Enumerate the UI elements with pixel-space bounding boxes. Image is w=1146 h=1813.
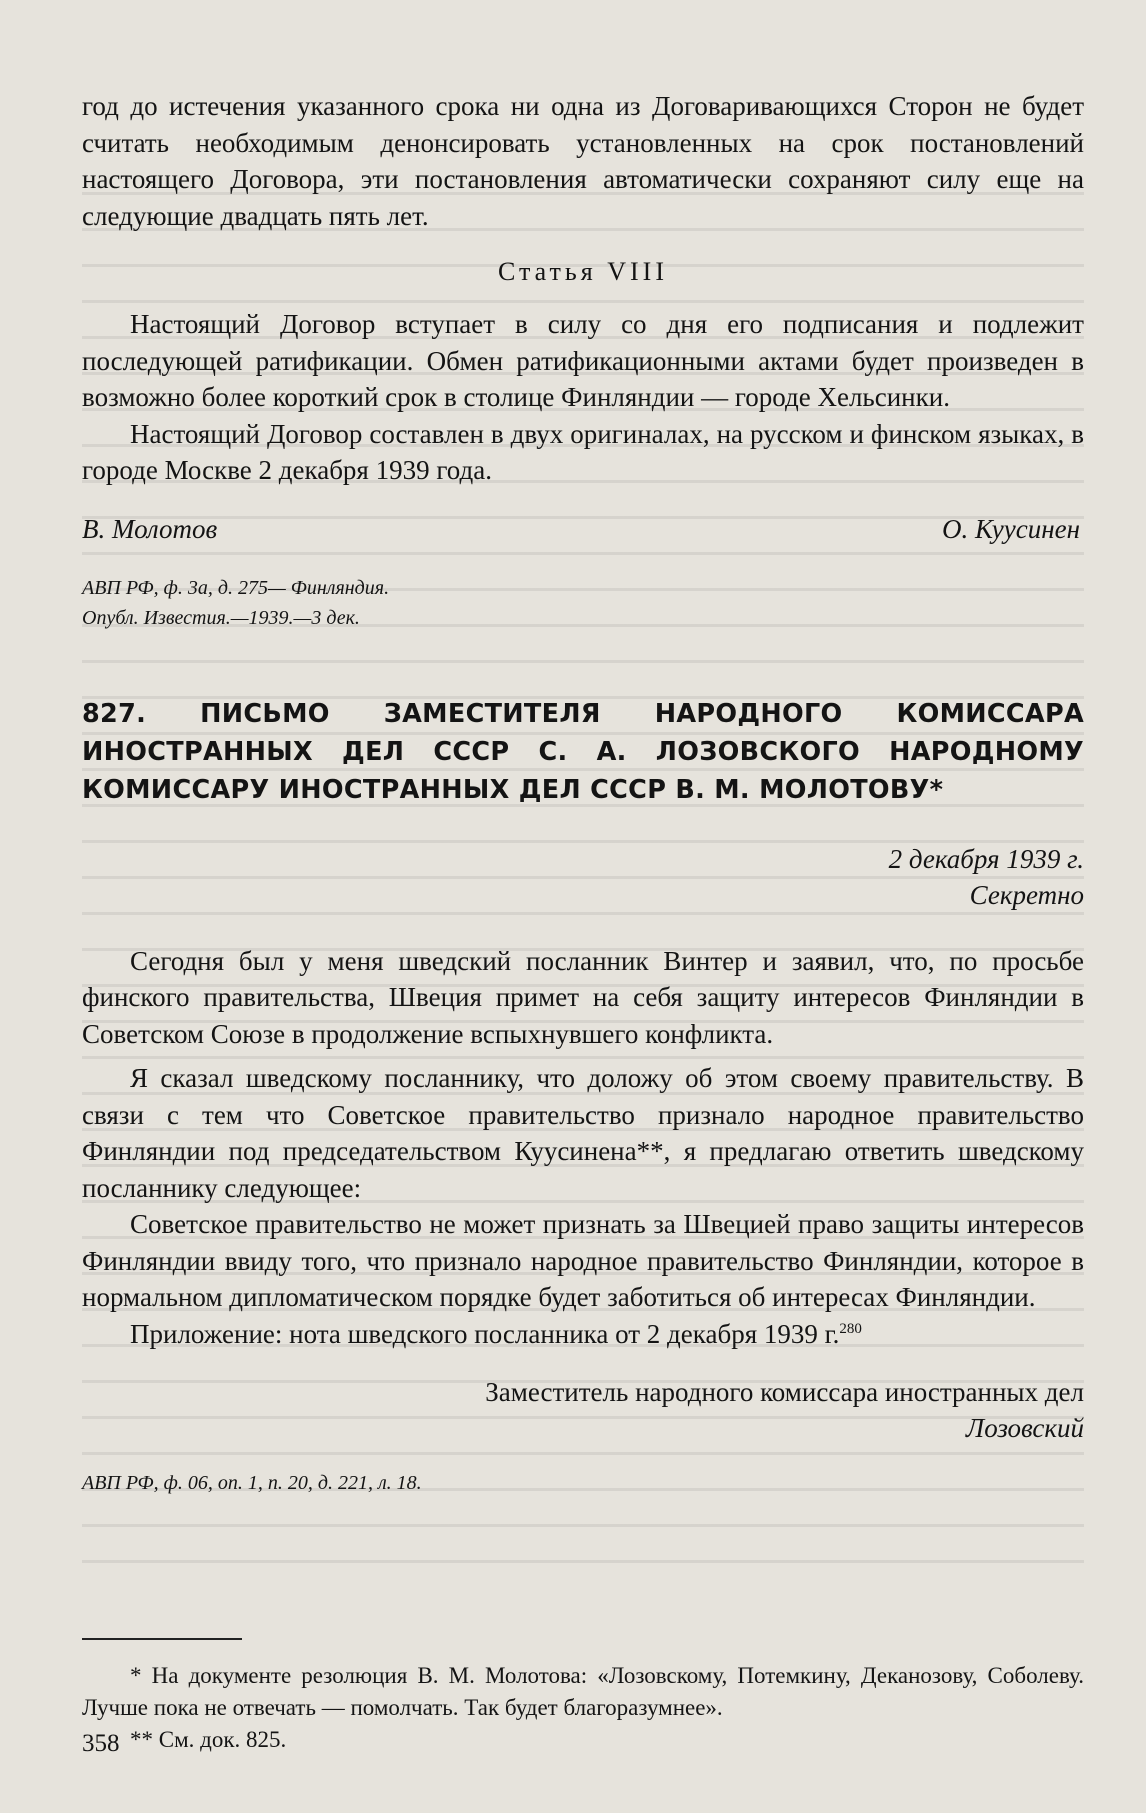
treaty-signatures — [82, 511, 1084, 547]
letter-body — [82, 943, 1084, 1353]
document-dateline — [82, 841, 1084, 913]
article-title: Статья VIII — [498, 257, 668, 286]
signer-title: Заместитель народного комиссара иностранных дел — [485, 1377, 1084, 1407]
letter-paragraph: Сегодня был у меня шведский посланник Винтер и заявил, что, по просьбе финского правительства, Швеция примет на себя защиту интересов Финляндии в Советском Союзе в продолжение вспыхнувшего конфликта. — [82, 945, 1084, 1049]
document-heading: 827. ПИСЬМО ЗАМЕСТИТЕЛЯ НАРОДНОГО КОМИССАРА ИНОСТРАННЫХ ДЕЛ СССР С. А. ЛОЗОВСКОГО НАРОДНОМУ КОМИССАРУ ИНОСТРАННЫХ ДЕЛ СССР В. М. МОЛОТОВУ* — [82, 698, 1084, 805]
source-line: АВП РФ, ф. 3а, д. 275— Финляндия. — [82, 576, 390, 599]
article-paragraph: Настоящий Договор вступает в силу со дня его подписания и подлежит последующей ратификации. Обмен ратификационными актами будет произведен в возможно более короткий срок в столице Финляндии — городе Хельсинки. — [82, 309, 1084, 412]
appendix-text: Приложение: нота шведского посланника от 2 декабря 1939 г. — [130, 1318, 840, 1349]
letter-source: АВП РФ, ф. 06, оп. 1, п. 20, д. 221, л. 18. — [82, 1472, 422, 1494]
signature-right: О. Куусинен — [942, 513, 1080, 544]
treaty-paragraph-continued: год до истечения указанного срока ни одна из Договаривающихся Сторон не будет считать необходимым денонсировать установленных на срок постановлений настоящего Договора, эти постановления автоматически сохраняют силу еще на следующие двадцать пять лет. — [82, 91, 1084, 231]
signer-name: Лозовский — [965, 1413, 1084, 1443]
footnotes — [82, 1638, 1084, 1756]
treaty-sources — [82, 573, 1084, 633]
document-page — [82, 88, 1084, 1756]
source-line: Опубл. Известия.—1939.—3 дек. — [82, 606, 360, 629]
footnote: * На документе резолюция В. М. Молотова: «Лозовскому, Потемкину, Деканозову, Соболеву. Лучше пока не отвечать — помолчать. Так будет благоразумнее». — [82, 1663, 1084, 1720]
article-paragraph: Настоящий Договор составлен в двух оригиналах, на русском и финском языках, в городе Москве 2 декабря 1939 года. — [82, 418, 1084, 485]
letter-paragraph: Советское правительство не может признать за Швецией право защиты интересов Финляндии ввиду того, что признало народное правительство Финляндии, которое в нормальном дипломатическом порядке будет заботиться об интересах Финляндии. — [82, 1209, 1084, 1312]
document-classification: Секретно — [969, 879, 1084, 910]
appendix-note-ref: 280 — [839, 1320, 862, 1337]
page-number: 358 — [82, 1730, 120, 1757]
letter-paragraph: Я сказал шведскому посланнику, что доложу об этом своему правительству. В связи с тем что Советское правительство признало народное правительство Финляндии под председательством Куусинена**, я предлагаю ответить шведскому посланнику следующее: — [82, 1063, 1084, 1203]
footnote: ** См. док. 825. — [130, 1727, 287, 1752]
document-date: 2 декабря 1939 г. — [888, 843, 1084, 874]
letter-appendix — [82, 1316, 1084, 1353]
signature-left: В. Молотов — [82, 513, 218, 544]
letter-signature — [82, 1374, 1084, 1446]
footnote-rule — [82, 1638, 242, 1640]
